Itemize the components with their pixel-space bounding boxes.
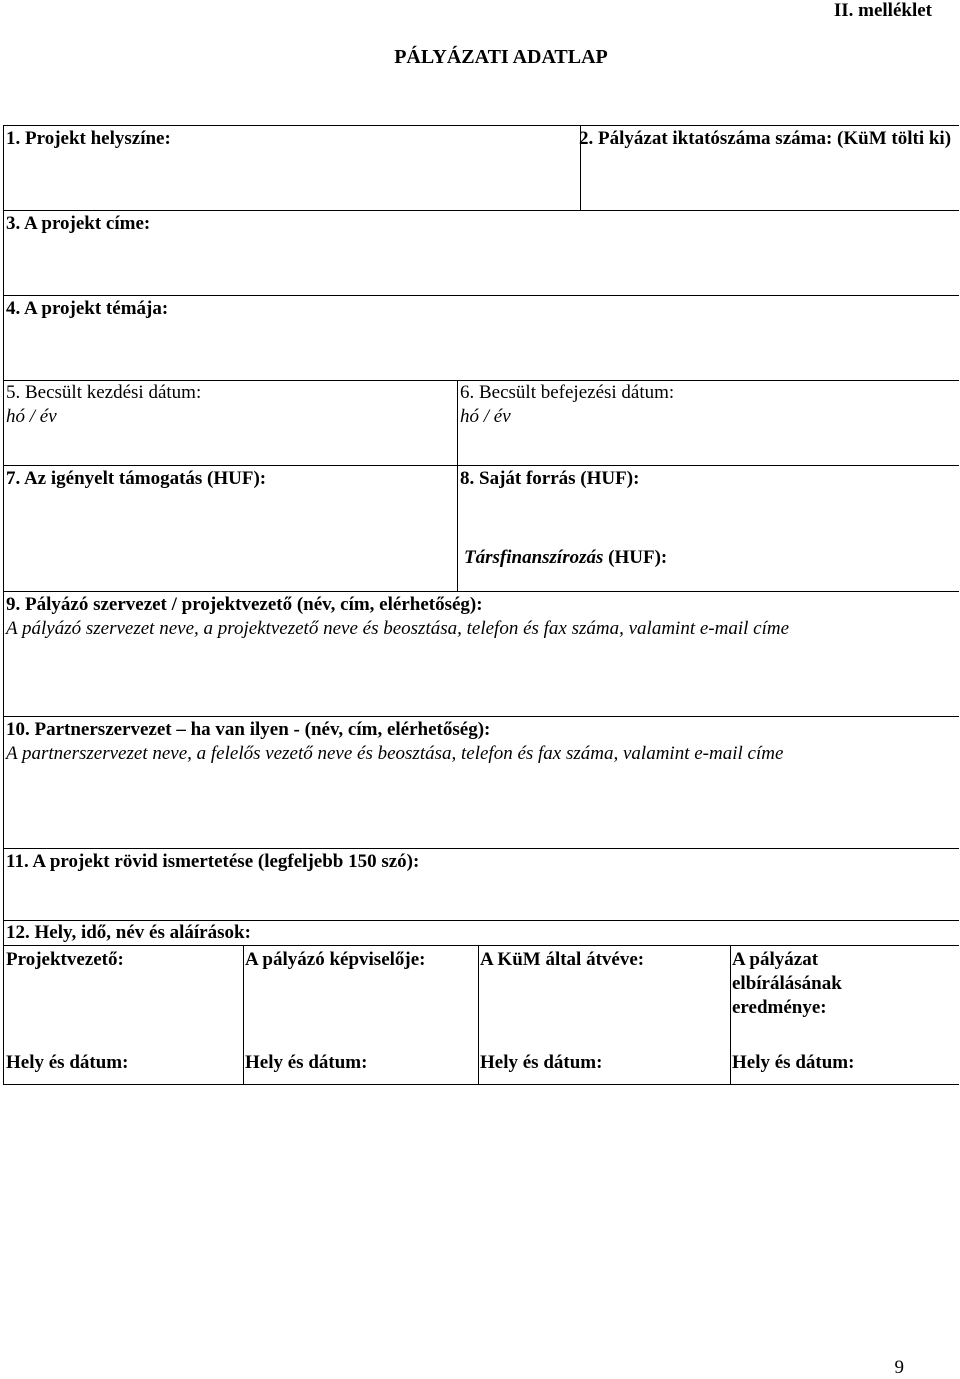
place-date-label: Hely és dátum: xyxy=(480,1052,603,1073)
field-project-summary: 11. A projekt rövid ismertetése (legfeljebb 150 szó): xyxy=(6,851,420,872)
signature-received-by-kum: A KüM által átvéve: xyxy=(480,949,645,970)
field-applicant-label: 9. Pályázó szervezet / projektvezető (név, cím, elérhetőség): xyxy=(6,594,483,615)
divider xyxy=(4,295,959,296)
field-start-date-label: 5. Becsült kezdési dátum: xyxy=(6,382,202,403)
field-project-location: 1. Projekt helyszíne: xyxy=(6,128,171,149)
application-form xyxy=(3,125,959,1085)
divider xyxy=(4,210,959,211)
field-project-theme: 4. A projekt témája: xyxy=(6,298,169,319)
field-application-number: 2. Pályázat iktatószáma száma: (KüM tölti ki) xyxy=(579,128,952,149)
field-cofinancing xyxy=(464,546,667,570)
divider xyxy=(4,848,959,849)
field-partner xyxy=(6,718,956,766)
column-divider xyxy=(457,380,458,591)
page-number: 9 xyxy=(894,1357,904,1378)
field-start-date xyxy=(6,381,201,429)
annex-label: II. melléklet xyxy=(833,0,932,21)
field-own-funds: 8. Saját forrás (HUF): xyxy=(460,468,640,489)
signature-project-manager: Projektvezető: xyxy=(6,949,124,970)
column-divider xyxy=(243,945,244,1085)
divider xyxy=(4,591,959,592)
signature-evaluation-result: A pályázat elbírálásának eredménye: xyxy=(732,949,842,1018)
field-applicant xyxy=(6,593,956,641)
field-end-date-hint: hó / év xyxy=(460,406,511,427)
place-date-label: Hely és dátum: xyxy=(6,1052,129,1073)
divider xyxy=(4,945,959,946)
field-project-title: 3. A projekt címe: xyxy=(6,213,151,234)
field-end-date-label: 6. Becsült befejezési dátum: xyxy=(460,382,675,403)
field-start-date-hint: hó / év xyxy=(6,406,57,427)
field-signatures: 12. Hely, idő, név és aláírások: xyxy=(6,922,251,943)
divider xyxy=(4,716,959,717)
divider xyxy=(4,465,959,466)
column-divider xyxy=(730,945,731,1085)
cofinancing-label: Társfinanszírozás xyxy=(464,547,604,568)
place-date-label: Hely és dátum: xyxy=(732,1052,855,1073)
form-title: PÁLYÁZATI ADATLAP xyxy=(394,46,608,68)
field-requested-support: 7. Az igényelt támogatás (HUF): xyxy=(6,468,267,489)
field-partner-label: 10. Partnerszervezet – ha van ilyen - (név, cím, elérhetőség): xyxy=(6,719,491,740)
signature-applicant-representative: A pályázó képviselője: xyxy=(245,949,426,970)
place-date-label: Hely és dátum: xyxy=(245,1052,368,1073)
cofinancing-unit: (HUF): xyxy=(603,547,668,568)
field-applicant-hint: A pályázó szervezet neve, a projektvezető neve és beosztása, telefon és fax száma, valamint e-mail címe xyxy=(6,618,790,639)
field-end-date xyxy=(460,381,674,429)
field-partner-hint: A partnerszervezet neve, a felelős vezető neve és beosztása, telefon és fax száma, valamint e-mail címe xyxy=(6,743,784,764)
column-divider xyxy=(478,945,479,1085)
